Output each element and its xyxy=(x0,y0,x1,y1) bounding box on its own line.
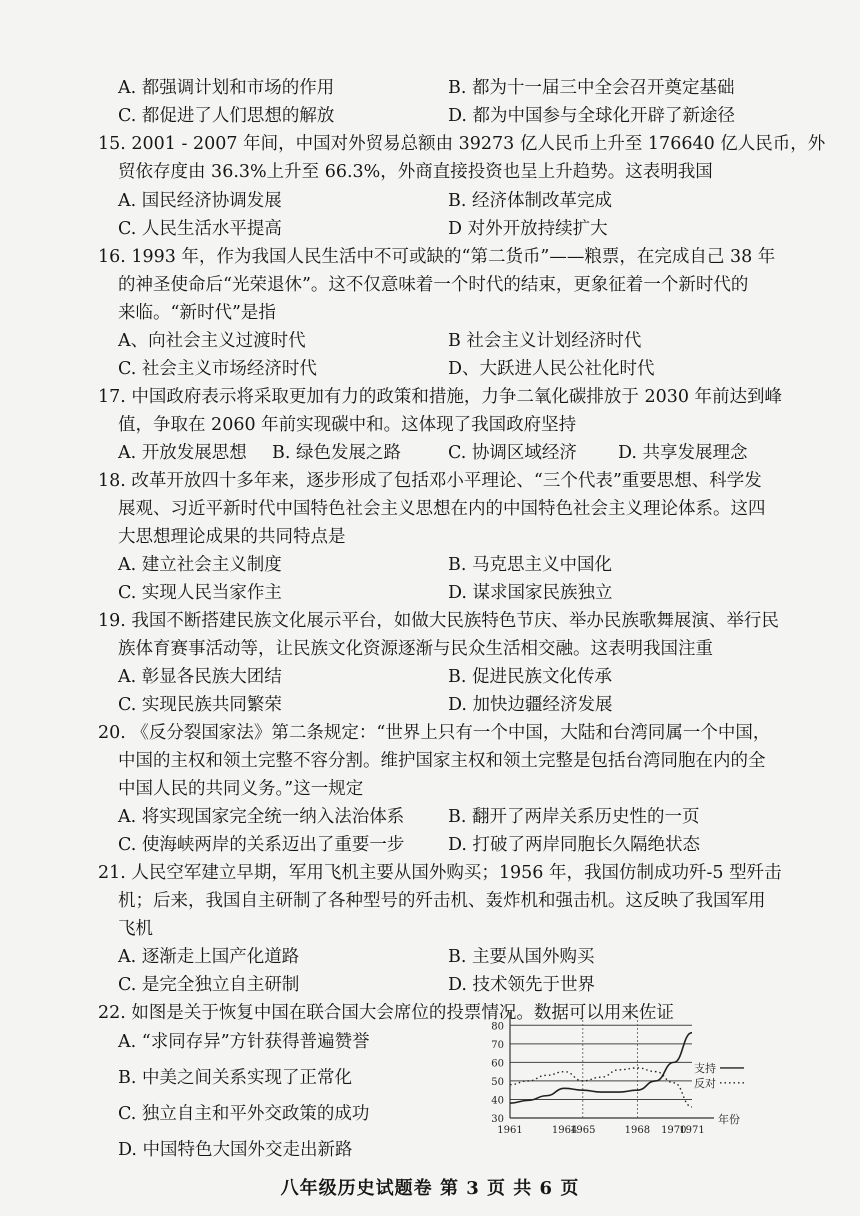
series-line-oppose xyxy=(510,1068,692,1107)
q15-stem-line-2: 贸依存度由 36.3%上升至 66.3%，外商直接投资也呈上升趋势。这表明我国 xyxy=(118,162,713,182)
q18-option-d: D. 谋求国家民族独立 xyxy=(448,583,613,603)
y-tick-label-40: 40 xyxy=(491,1095,504,1107)
q21-option-a: A. 逐渐走上国产化道路 xyxy=(118,947,300,967)
q20-stem-line-2: 中国的主权和领土完整不容分割。维护国家主权和领土完整是包括台湾同胞在内的全 xyxy=(118,751,766,771)
q17-option-a: A. 开放发展思想 xyxy=(118,443,247,463)
q17-option-c: C. 协调区域经济 xyxy=(448,443,577,463)
q19-option-a: A. 彰显各民族大团结 xyxy=(118,667,282,687)
q16-option-d: D、大跃进人民公社化时代 xyxy=(448,359,655,379)
q15-stem-line-1: 15. 2001 - 2007 年间，中国对外贸易总额由 39273 亿人民币上升至 176640 亿人民币，外 xyxy=(98,134,826,154)
q20-stem-line-3: 中国人民的共同义务。”这一规定 xyxy=(118,779,364,799)
q20-option-a: A. 将实现国家完全统一纳入法治体系 xyxy=(118,807,405,827)
q22-option-d: D. 中国特色大国外交走出新路 xyxy=(118,1140,353,1160)
q16-option-b: B 社会主义计划经济时代 xyxy=(448,331,642,351)
x-tick-label-1970: 1970 xyxy=(661,1125,687,1136)
q15-option-a: A. 国民经济协调发展 xyxy=(118,191,282,211)
legend-label-oppose: 反对 xyxy=(694,1076,716,1090)
q16-stem-line-3: 来临。“新时代”是指 xyxy=(118,303,276,323)
q15-option-b: B. 经济体制改革完成 xyxy=(448,191,612,211)
q21-option-b: B. 主要从国外购买 xyxy=(448,947,595,967)
q19-stem-line-2: 族体育赛事活动等，让民族文化资源逐渐与民众生活相交融。这表明我国注重 xyxy=(118,639,713,659)
q22-option-c: C. 独立自主和平外交政策的成功 xyxy=(118,1104,370,1124)
page-footer: 八年级历史试题卷 第 3 页 共 6 页 xyxy=(280,1178,580,1199)
series-line-support xyxy=(510,1033,692,1103)
q14-option-d: D. 都为中国参与全球化开辟了新途径 xyxy=(448,106,736,126)
q20-option-b: B. 翻开了两岸关系历史性的一页 xyxy=(448,807,700,827)
q14-option-b: B. 都为十一届三中全会召开奠定基础 xyxy=(448,78,735,98)
q21-option-c: C. 是完全独立自主研制 xyxy=(118,975,300,995)
q22-option-a: A. “求同存异”方针获得普遍赞誉 xyxy=(118,1032,370,1052)
q18-option-b: B. 马克思主义中国化 xyxy=(448,555,612,575)
y-tick-label-70: 70 xyxy=(491,1039,504,1051)
q20-option-d: D. 打破了两岸同胞长久隔绝状态 xyxy=(448,835,701,855)
q20-stem-line-1: 20. 《反分裂国家法》第二条规定：“世界上只有一个中国，大陆和台湾同属一个中国， xyxy=(98,723,771,743)
x-axis-label: 年份 xyxy=(718,1113,740,1126)
y-tick-label-30: 30 xyxy=(491,1114,504,1125)
q22-option-b: B. 中美之间关系实现了正常化 xyxy=(118,1068,352,1088)
un-vote-chart xyxy=(470,1008,770,1138)
q21-stem-line-1: 21. 人民空军建立早期，军用飞机主要从国外购买；1956 年，我国仿制成功歼-5 型歼击 xyxy=(98,863,782,883)
q17-stem-line-1: 17. 中国政府表示将采取更加有力的政策和措施，力争二氧化碳排放于 2030 年前达到峰 xyxy=(98,387,783,407)
q16-option-a: A、向社会主义过渡时代 xyxy=(118,331,306,351)
y-tick-label-80: 80 xyxy=(491,1021,504,1033)
y-tick-label-60: 60 xyxy=(491,1058,504,1070)
q17-stem-line-2: 值，争取在 2060 年前实现碳中和。这体现了我国政府坚持 xyxy=(118,415,577,435)
q21-option-d: D. 技术领先于世界 xyxy=(448,975,596,995)
q21-stem-line-3: 飞机 xyxy=(118,919,153,939)
x-tick-label-1971: 1971 xyxy=(679,1125,705,1136)
q18-stem-line-3: 大思想理论成果的共同特点是 xyxy=(118,527,346,547)
q18-option-c: C. 实现人民当家作主 xyxy=(118,583,282,603)
q18-option-a: A. 建立社会主义制度 xyxy=(118,555,282,575)
x-tick-label-1964: 1964 xyxy=(551,1125,578,1136)
q16-stem-line-2: 的神圣使命后“光荣退休”。这不仅意味着一个时代的结束，更象征着一个新时代的 xyxy=(118,275,749,295)
q18-stem-line-1: 18. 改革开放四十多年来，逐步形成了包括邓小平理论、“三个代表”重要思想、科学发 xyxy=(98,471,762,491)
x-tick-label-1968: 1968 xyxy=(624,1125,651,1136)
q19-option-b: B. 促进民族文化传承 xyxy=(448,667,612,687)
x-tick-label-1961: 1961 xyxy=(497,1125,523,1136)
q18-stem-line-2: 展观、习近平新时代中国特色社会主义思想在内的中国特色社会主义理论体系。这四 xyxy=(118,499,766,519)
q14-option-c: C. 都促进了人们思想的解放 xyxy=(118,106,335,126)
q19-option-d: D. 加快边疆经济发展 xyxy=(448,695,613,715)
q17-option-d: D. 共享发展理念 xyxy=(618,443,748,463)
q14-option-a: A. 都强调计划和市场的作用 xyxy=(118,78,335,98)
q15-option-c: C. 人民生活水平提高 xyxy=(118,219,282,239)
q19-stem-line-1: 19. 我国不断搭建民族文化展示平台，如做大民族特色节庆、举办民族歌舞展演、举行民 xyxy=(98,611,779,631)
q17-option-b: B. 绿色发展之路 xyxy=(272,443,401,463)
q21-stem-line-2: 机；后来，我国自主研制了各种型号的歼击机、轰炸机和强击机。这反映了我国军用 xyxy=(118,891,766,911)
q22-stem: 22. 如图是关于恢复中国在联合国大会席位的投票情况。数据可以用来佐证 xyxy=(98,1003,674,1023)
q19-option-c: C. 实现民族共同繁荣 xyxy=(118,695,282,715)
q15-option-d: D 对外开放持续扩大 xyxy=(448,219,608,239)
q16-option-c: C. 社会主义市场经济时代 xyxy=(118,359,317,379)
q20-option-c: C. 使海峡两岸的关系迈出了重要一步 xyxy=(118,835,405,855)
x-tick-label-1965: 1965 xyxy=(570,1125,596,1136)
legend-label-support: 支持 xyxy=(694,1061,716,1075)
q16-stem-line-1: 16. 1993 年，作为我国人民生活中不可或缺的“第二货币”——粮票，在完成自己 38 年 xyxy=(98,247,776,267)
y-tick-label-50: 50 xyxy=(491,1076,504,1088)
